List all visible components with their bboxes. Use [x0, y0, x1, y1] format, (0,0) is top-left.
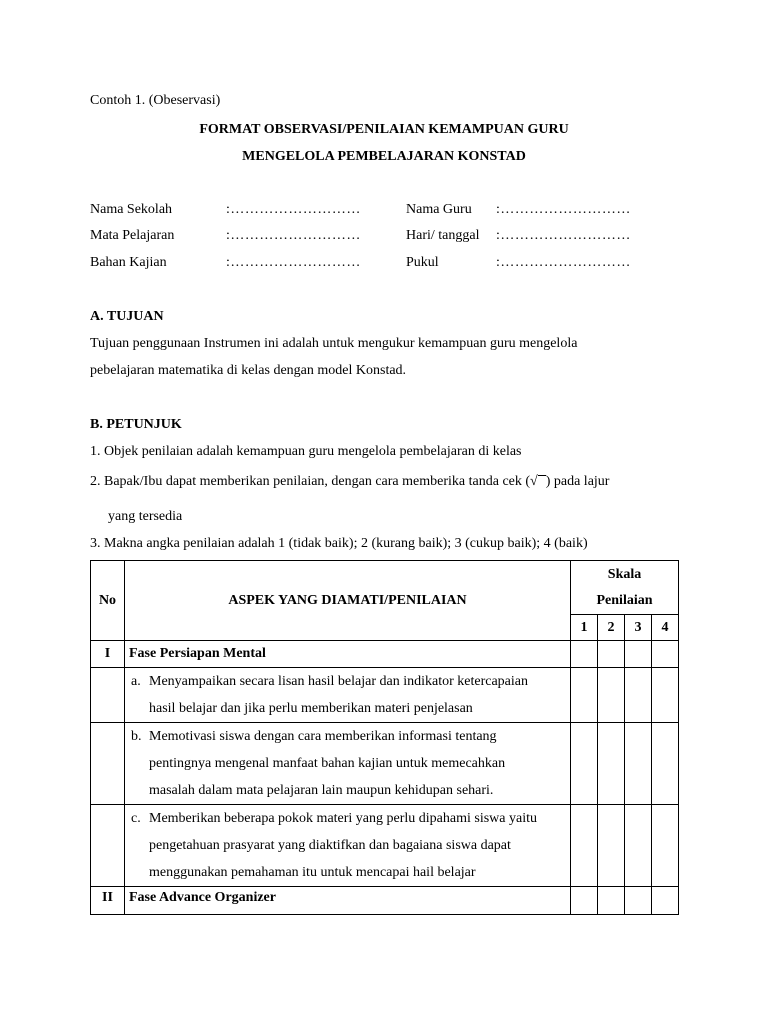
instruction-item-3: 3. Makna angka penilaian adalah 1 (tidak baik); 2 (kurang baik); 3 (cukup baik); 4 (baik)	[90, 536, 588, 551]
score-cell[interactable]	[652, 641, 679, 668]
nama-guru-blank: :………………………	[496, 202, 631, 217]
document-title-line2: MENGELOLA PEMBELAJARAN KONSTAD	[242, 149, 526, 164]
score-cell[interactable]	[598, 641, 625, 668]
column-header-no: No	[91, 561, 125, 641]
instruction-item-2-part-a: 2. Bapak/Ibu dapat memberikan penilaian, dengan cara memberika tanda cek (	[90, 474, 531, 489]
score-cell[interactable]	[625, 887, 652, 915]
score-cell[interactable]	[598, 668, 625, 723]
column-header-aspek: ASPEK YANG DIAMATI/PENILAIAN	[125, 561, 571, 641]
score-cell[interactable]	[571, 805, 598, 887]
section-a-heading: A. TUJUAN	[90, 309, 164, 324]
score-cell[interactable]	[598, 887, 625, 915]
score-cell[interactable]	[625, 668, 652, 723]
nama-guru-label: Nama Guru	[406, 202, 472, 217]
row-number-cell	[91, 668, 125, 723]
instruction-item-1: 1. Objek penilaian adalah kemampuan guru mengelola pembelajaran di kelas	[90, 444, 522, 459]
score-cell[interactable]	[625, 641, 652, 668]
score-cell[interactable]	[571, 723, 598, 805]
score-cell[interactable]	[652, 723, 679, 805]
table-row	[91, 668, 679, 723]
column-header-skala-line1: Skala	[571, 561, 679, 589]
score-header-3: 3	[625, 615, 652, 641]
score-cell[interactable]	[598, 723, 625, 805]
instruction-item-2-continuation: yang tersedia	[108, 509, 183, 524]
section-a-text-line2: pebelajaran matematika di kelas dengan model Konstad.	[90, 363, 407, 378]
example-label: Contoh 1. (Obeservasi)	[90, 93, 221, 108]
phase-title: Fase Advance Organizer	[125, 887, 571, 915]
section-a-text-line1: Tujuan penggunaan Instrumen ini adalah untuk mengukur kemampuan guru mengelola	[90, 336, 578, 351]
aspect-item-a: a. Menyampaikan secara lisan hasil belajar dan indikator ketercapaian hasil belajar dan jika perlu memberikan materi penjelasan	[125, 668, 571, 723]
mata-pelajaran-blank: :………………………	[226, 228, 361, 243]
hari-tanggal-label: Hari/ tanggal	[406, 228, 480, 243]
score-header-4: 4	[652, 615, 679, 641]
table-row	[91, 723, 679, 805]
phase-number: II	[91, 887, 125, 915]
instruction-item-2	[90, 473, 609, 491]
score-cell[interactable]	[625, 805, 652, 887]
score-cell[interactable]	[598, 805, 625, 887]
aspect-item-c: c. Memberikan beberapa pokok materi yang perlu dipahami siswa yaitu pengetahuan prasyarat yang diaktifkan dan bagaiana siswa dapat menggunakan pemahaman itu untuk mencapai hail belajar	[125, 805, 571, 887]
score-cell[interactable]	[571, 668, 598, 723]
row-number-cell	[91, 805, 125, 887]
pukul-label: Pukul	[406, 255, 439, 270]
table-row	[91, 641, 679, 668]
nama-sekolah-blank: :………………………	[226, 202, 361, 217]
bahan-kajian-blank: :………………………	[226, 255, 361, 270]
aspect-item-b: b. Memotivasi siswa dengan cara memberikan informasi tentang pentingnya mengenal manfaat bahan kajian untuk memecahkan masalah dalam mata pelajaran lain maupun kehidupan sehari.	[125, 723, 571, 805]
mata-pelajaran-label: Mata Pelajaran	[90, 228, 175, 243]
check-mark-icon: √	[530, 473, 546, 491]
score-header-1: 1	[571, 615, 598, 641]
observation-table	[90, 560, 679, 915]
phase-number: I	[91, 641, 125, 668]
nama-sekolah-label: Nama Sekolah	[90, 202, 173, 217]
score-header-2: 2	[598, 615, 625, 641]
table-row	[91, 805, 679, 887]
pukul-blank: :………………………	[496, 255, 631, 270]
document-title-line1: FORMAT OBSERVASI/PENILAIAN KEMAMPUAN GURU	[199, 122, 569, 137]
hari-tanggal-blank: :………………………	[496, 228, 631, 243]
section-b-heading: B. PETUNJUK	[90, 417, 182, 432]
score-cell[interactable]	[571, 887, 598, 915]
score-cell[interactable]	[652, 668, 679, 723]
instruction-item-2-part-b: ) pada lajur	[545, 474, 610, 489]
row-number-cell	[91, 723, 125, 805]
score-cell[interactable]	[625, 723, 652, 805]
score-cell[interactable]	[571, 641, 598, 668]
column-header-skala-line2: Penilaian	[571, 589, 679, 615]
bahan-kajian-label: Bahan Kajian	[90, 255, 167, 270]
score-cell[interactable]	[652, 805, 679, 887]
table-row	[91, 887, 679, 915]
score-cell[interactable]	[652, 887, 679, 915]
phase-title: Fase Persiapan Mental	[125, 641, 571, 668]
